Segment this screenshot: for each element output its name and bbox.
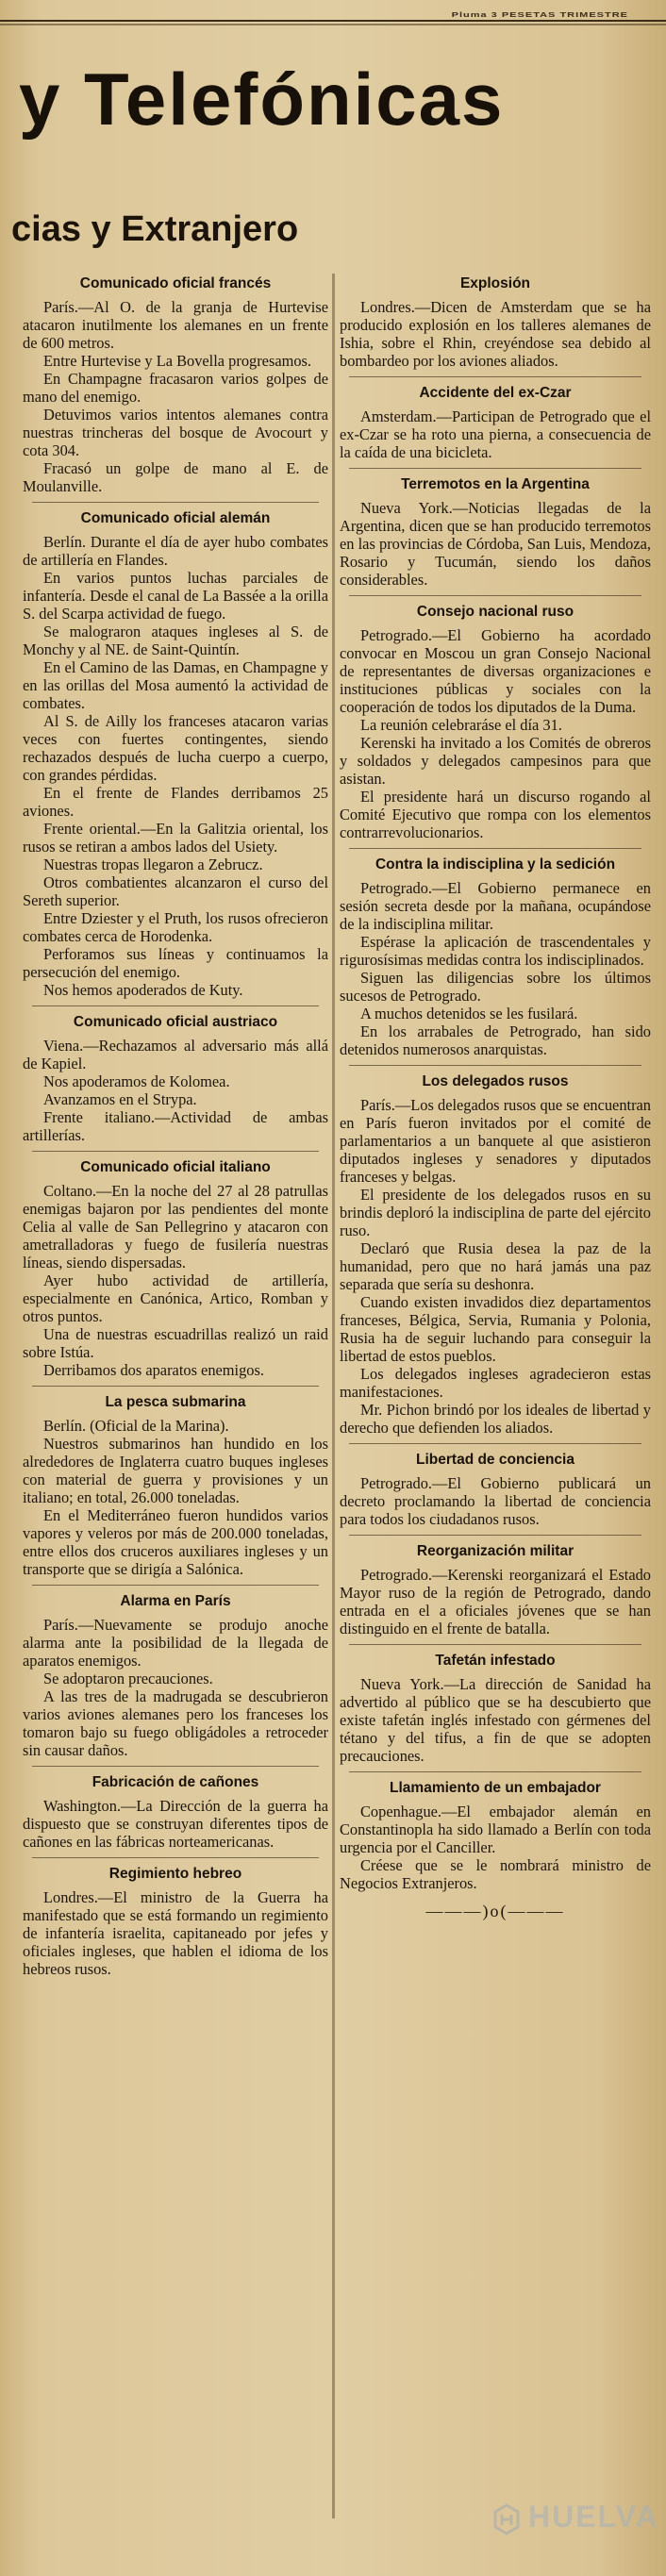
article-separator [349, 1771, 641, 1772]
article-title: Los delegados rusos [422, 1073, 569, 1089]
article-paragraph: París.—Los delegados rusos que se encuentran en París fueron invitados por el comité de parlamentarios a un banquete al que asistieron diputados ingleses y senadores y diputados franceses y belgas. [340, 1096, 651, 1186]
article-paragraph: Nos hemos apoderados de Kuty. [43, 981, 243, 999]
article-paragraph: Nueva York.—La dirección de Sanidad ha advertido al público que se ha descubierto que existe tafetán inglés infestado con gérmenes del tétano y del tifus, a fin de que se adopten precauciones. [340, 1675, 651, 1765]
article-paragraph: Berlín. (Oficial de la Marina). [43, 1417, 229, 1435]
article-separator [349, 595, 641, 596]
article-paragraph: En los arrabales de Petrogrado, han sido detenidos numerosos anarquistas. [340, 1022, 651, 1058]
article-separator [32, 1386, 319, 1387]
article-right-7 [340, 1543, 651, 1645]
article-paragraph: Kerenski ha invitado a los Comités de obreros y soldados y delegados campesinos para que asistan. [340, 734, 651, 788]
article-separator [349, 1065, 641, 1066]
article-paragraph: Ayer hubo actividad de artillería, especialmente en Canónica, Artico, Romban y otros puntos. [23, 1271, 328, 1325]
article-paragraph: Nuestros submarinos han hundido en los alrededores de Inglaterra cuatro buques ingleses con material de guerra y provisiones y un italiano; en total, 26.000 toneladas. [23, 1435, 328, 1506]
article-left-4 [23, 1394, 328, 1586]
article-paragraph: Petrogrado.—El Gobierno permanece en sesión secreta desde por la mañana, ocupándose de la indisciplina militar. [340, 879, 651, 933]
page-headline: y Telefónicas [19, 58, 505, 141]
article-paragraph: Londres.—El ministro de la Guerra ha manifestado que se está formando un regimiento de infantería israelita, capitaneado por jefes y oficiales ingleses, que hablen el idioma de los hebreos rusos. [23, 1888, 328, 1978]
archive-logo-icon [492, 2503, 521, 2535]
article-paragraph: Entre Hurtevise y La Bovella progresamos. [43, 352, 312, 370]
article-separator [349, 376, 641, 377]
article-paragraph: En Champagne fracasaron varios golpes de mano del enemigo. [23, 370, 328, 406]
article-separator [32, 1585, 319, 1586]
article-paragraph: En el Camino de las Damas, en Champagne y en las orillas del Mosa aumentó la actividad de combates. [23, 658, 328, 712]
article-paragraph: Londres.—Dicen de Amsterdam que se ha producido explosión en los talleres alemanes de Ishia, sobre el Rhin, creyéndose sea debido al bombardeo por los aviones aliados. [340, 298, 651, 370]
article-separator [32, 1151, 319, 1152]
masthead-strip: Pluma 3 PESETAS TRIMESTRE [451, 10, 628, 20]
article-paragraph: Derribamos dos aparatos enemigos. [43, 1361, 264, 1379]
article-paragraph: Amsterdam.—Participan de Petrogrado que el ex-Czar se ha roto una pierna, a consecuencia de la caída de una bicicleta. [340, 407, 651, 461]
article-right-2 [340, 476, 651, 596]
article-title: Explosión [459, 275, 531, 291]
article-left-1 [23, 510, 328, 1006]
article-paragraph: Detuvimos varios intentos alemanes contra nuestras trincheras del bosque de Avocourt y cota 304. [23, 406, 328, 459]
article-paragraph: El presidente de los delegados rusos en su brindis deploró la indisciplina de parte del ejército ruso. [340, 1186, 651, 1239]
article-right-4 [340, 856, 651, 1066]
article-right-6 [340, 1452, 651, 1536]
article-paragraph: En varios puntos luchas parciales de infantería. Desde el canal de La Bassée a la orilla S. del Scarpa actividad de fuego. [23, 569, 328, 623]
article-paragraph: Se adoptaron precauciones. [43, 1670, 213, 1687]
article-paragraph: A muchos detenidos se les fusilará. [360, 1005, 578, 1022]
article-separator [32, 502, 319, 503]
article-left-3 [23, 1159, 328, 1387]
column-divider [332, 274, 335, 2518]
article-title: Comunicado oficial austriaco [73, 1014, 278, 1030]
article-paragraph: París.—Al O. de la granja de Hurtevise atacaron inutilmente los alemanes en un frente de 600 metros. [23, 298, 328, 352]
article-title: Tafetán infestado [435, 1653, 556, 1669]
article-separator [349, 848, 641, 849]
article-title: Regimiento hebreo [108, 1866, 242, 1882]
article-paragraph: Al S. de Ailly los franceses atacaron varias veces con fuertes contingentes, siendo rechazados después de lucha cuerpo a cuerpo, con grandes pérdidas. [23, 712, 328, 784]
article-paragraph: A las tres de la madrugada se descubrieron varios aviones alemanes pero los franceses los tomaron bajo su fuego obligádoles a retroceder sin causar daños. [23, 1687, 328, 1759]
article-paragraph: Otros combatientes alcanzaron el curso del Sereth superior. [23, 873, 328, 909]
article-paragraph: Nuestras tropas llegaron a Zebrucz. [43, 856, 263, 873]
article-paragraph: Berlín. Durante el día de ayer hubo combates de artillería en Flandes. [23, 533, 328, 569]
article-title: Comunicado oficial italiano [80, 1159, 271, 1175]
article-title: Comunicado oficial francés [79, 275, 272, 291]
article-right-0 [340, 275, 651, 377]
article-left-0 [23, 275, 328, 503]
article-paragraph: Frente italiano.—Actividad de ambas artillerías. [23, 1108, 328, 1144]
article-title: Contra la indisciplina y la sedición [375, 856, 616, 873]
article-title: Libertad de conciencia [416, 1452, 574, 1468]
article-paragraph: Nueva York.—Noticias llegadas de la Argentina, dicen que se han producido terremotos en las provincias de Córdoba, San Luis, Mendoza, Rosario y Tucumán, siendo los daños considerables. [340, 499, 651, 589]
article-right-5 [340, 1073, 651, 1444]
article-title: Alarma en París [120, 1593, 231, 1609]
article-paragraph: Cuando existen invadidos diez departamentos franceses, Bélgica, Servia, Rumania y Polonia, Rusia ha de seguir luchando para conseguir la libertad de estos pueblos. [340, 1293, 651, 1365]
article-paragraph: Mr. Pichon brindó por los ideales de libertad y derecho que defienden los aliados. [340, 1401, 651, 1437]
article-left-2 [23, 1014, 328, 1152]
article-paragraph: Petrogrado.—El Gobierno ha acordado convocar en Moscou un gran Consejo Nacional de representantes de diversas organizaciones e instituciones públicas y sociales con la cooperación de todos los diputados de la Duma. [340, 626, 651, 716]
article-title: Terremotos en la Argentina [401, 476, 590, 492]
article-title: Llamamiento de un embajador [390, 1780, 601, 1796]
article-separator [349, 1535, 641, 1536]
article-paragraph: Perforamos sus líneas y continuamos la persecución del enemigo. [23, 945, 328, 981]
article-paragraph: Entre Dziester y el Pruth, los rusos ofrecieron combates cerca de Horodenka. [23, 909, 328, 945]
article-left-5 [23, 1593, 328, 1767]
article-left-6 [23, 1774, 328, 1858]
article-paragraph: En el Mediterráneo fueron hundidos varios vapores y veleros por más de 200.000 toneladas, entre ellos dos cruceros auxiliares ingleses y un transporte que se dirigía a Salónica. [23, 1506, 328, 1578]
archive-watermark: HUELVA [528, 2500, 659, 2534]
article-right-9 [340, 1780, 651, 1892]
article-title: Accidente del ex-Czar [419, 385, 572, 401]
article-paragraph: Se malograron ataques ingleses al S. de Monchy y al NE. de Saint-Quintín. [23, 623, 328, 658]
article-paragraph: Espérase la aplicación de trascendentales y rigurosísimas medidas contra los indisciplinados. [340, 933, 651, 969]
article-paragraph: Viena.—Rechazamos al adversario más allá de Kapiel. [23, 1037, 328, 1072]
article-title: Comunicado oficial alemán [80, 510, 271, 526]
article-left-7 [23, 1866, 328, 1978]
article-separator [32, 1766, 319, 1767]
article-title: Consejo nacional ruso [416, 604, 574, 620]
article-paragraph: Siguen las diligencias sobre los últimos sucesos de Petrogrado. [340, 969, 651, 1005]
article-paragraph: El presidente hará un discurso rogando al Comité Ejecutivo que rompa con los elementos contrarrevolucionarios. [340, 788, 651, 841]
article-separator [349, 1644, 641, 1645]
article-separator [349, 1443, 641, 1444]
article-paragraph: Petrogrado.—El Gobierno publicará un decreto proclamando la libertad de conciencia para todos los ciudadanos rusos. [340, 1474, 651, 1528]
article-paragraph: Los delegados ingleses agradecieron estas manifestaciones. [340, 1365, 651, 1401]
article-title: La pesca submarina [105, 1394, 246, 1410]
article-paragraph: Frente oriental.—En la Galitzia oriental, los rusos se retiran a ambos lados del Usiety. [23, 820, 328, 856]
article-separator [349, 468, 641, 469]
article-paragraph: París.—Nuevamente se produjo anoche alarma ante la posibilidad de la llegada de aparatos enemigos. [23, 1616, 328, 1670]
article-paragraph: Copenhague.—El embajador alemán en Constantinopla ha sido llamado a Berlín con toda urgencia por el Canciller. [340, 1803, 651, 1856]
right-column [340, 274, 651, 1921]
end-ornament: ———)o(——— [425, 1902, 565, 1920]
article-right-3 [340, 604, 651, 849]
left-column [23, 274, 328, 1986]
article-right-8 [340, 1653, 651, 1772]
article-paragraph: Fracasó un golpe de mano al E. de Moulanville. [23, 459, 328, 495]
article-paragraph: Petrogrado.—Kerenski reorganizará el Estado Mayor ruso de la región de Petrogrado, dando entrada en el a oficiales jóvenes que se han distinguido en el frente de batalla. [340, 1566, 651, 1637]
article-title: Reorganización militar [416, 1543, 574, 1559]
article-right-1 [340, 385, 651, 469]
article-paragraph: Declaró que Rusia desea la paz de la humanidad, pero que no hará jamás una paz separada que sería su deshonra. [340, 1239, 651, 1293]
article-separator [32, 1857, 319, 1858]
article-paragraph: Washington.—La Dirección de la guerra ha dispuesto que se construyan diferentes tipos de cañones en las fábricas norteamericanas. [23, 1797, 328, 1851]
article-paragraph: Créese que se le nombrará ministro de Negocios Extranjeros. [340, 1856, 651, 1892]
article-paragraph: Coltano.—En la noche del 27 al 28 patrullas enemigas bajaron por las pendientes del monte Celia al valle de San Pellegrino y atacaron con ametralladoras y fuego de fusilería nuestras líneas, siendo dispersadas. [23, 1182, 328, 1271]
section-subheading: cias y Extranjero [11, 209, 299, 249]
article-paragraph: En el frente de Flandes derribamos 25 aviones. [23, 784, 328, 820]
article-title: Fabricación de cañones [92, 1774, 259, 1790]
article-paragraph: Avanzamos en el Strypa. [43, 1090, 197, 1108]
article-paragraph: Una de nuestras escuadrillas realizó un raid sobre Istúa. [23, 1325, 328, 1361]
article-paragraph: Nos apoderamos de Kolomea. [43, 1072, 230, 1090]
article-separator [32, 1005, 319, 1006]
article-paragraph: La reunión celebraráse el día 31. [360, 716, 562, 734]
